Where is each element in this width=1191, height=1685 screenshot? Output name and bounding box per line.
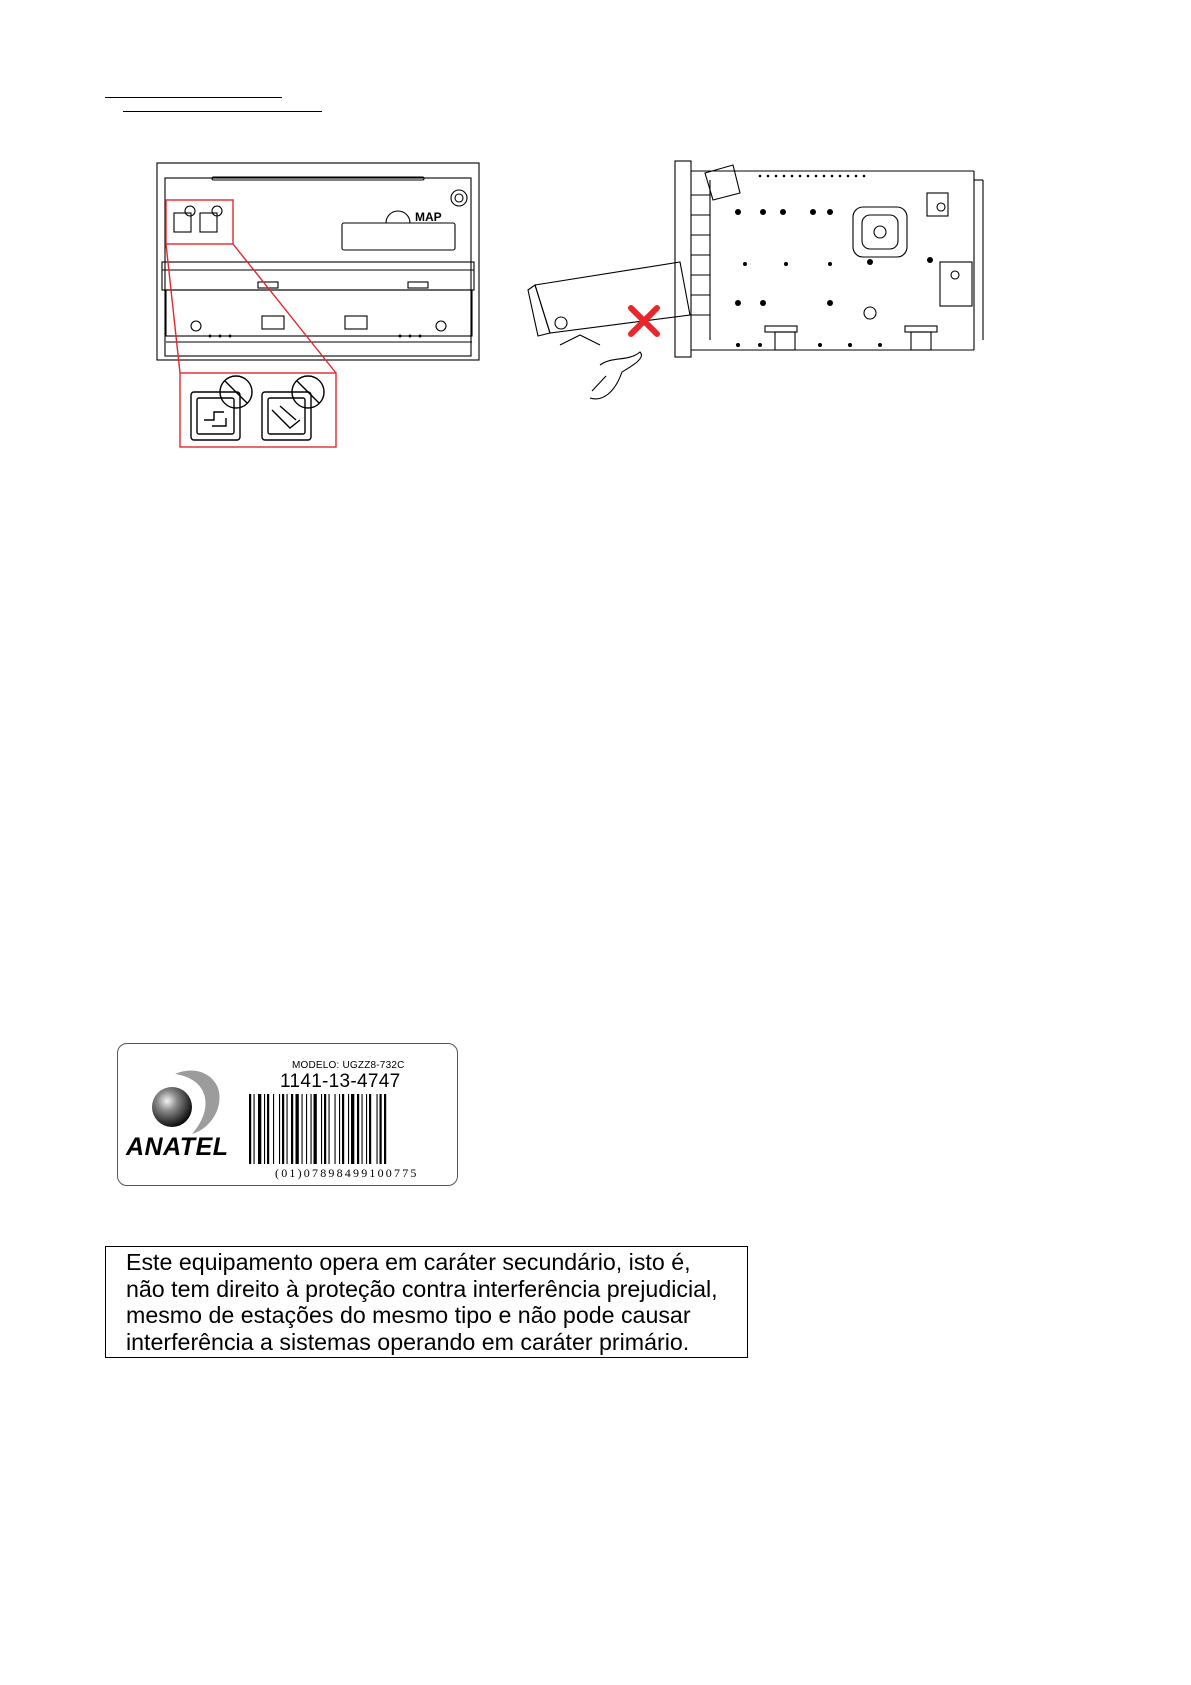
side-top-vents xyxy=(759,175,866,178)
side-view-illustration xyxy=(0,0,1191,470)
notice-line: interferência a sistemas operando em caráter primário. xyxy=(126,1328,690,1355)
side-front-bezel xyxy=(675,161,691,357)
model-text: MODELO: UGZZ8-732C xyxy=(292,1060,405,1071)
certificate-number: 1141-13-4747 xyxy=(280,1071,401,1092)
barcode-number: (01)07898499100775 xyxy=(275,1166,419,1180)
notice-line: Este equipamento opera em caráter secundário, isto é, xyxy=(126,1249,691,1275)
red-x-warning xyxy=(631,308,657,334)
front-panel-label: MAP xyxy=(415,210,442,224)
barcode xyxy=(249,1094,429,1166)
side-tilted-panel xyxy=(535,262,690,333)
notice-line: mesmo de estações do mesmo tipo e não pode causar xyxy=(126,1302,691,1328)
anatel-logo-text: ANATEL xyxy=(126,1133,229,1161)
interference-notice xyxy=(105,1246,748,1358)
notice-line: não tem direito à proteção contra interferência prejudicial, xyxy=(126,1275,718,1302)
